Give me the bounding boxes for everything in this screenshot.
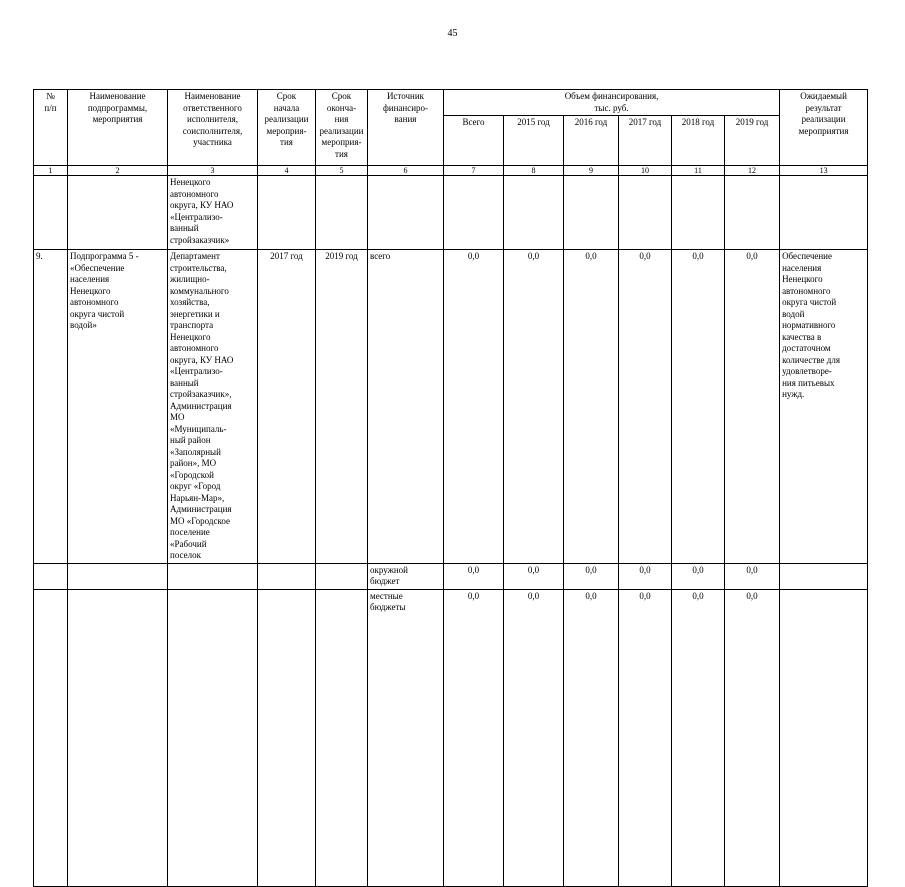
row9-value: 0,0 [444, 563, 504, 589]
row9-source-label: окружной бюджет [368, 563, 444, 589]
column-number: 6 [368, 166, 444, 176]
header-start: Срок начала реализации мероприя- тия [258, 90, 316, 166]
row9-value: 0,0 [619, 250, 672, 564]
row9-cont [34, 589, 68, 886]
row9-value: 0,0 [504, 589, 564, 886]
row9-value: 0,0 [725, 250, 780, 564]
column-number: 5 [316, 166, 368, 176]
row9-cont [168, 589, 258, 886]
page-number: 45 [447, 28, 458, 39]
header-year-2015: 2015 год [504, 116, 564, 166]
row9-value: 0,0 [672, 589, 725, 886]
cont-cell [316, 176, 368, 250]
header-row [34, 90, 868, 116]
column-number: 7 [444, 166, 504, 176]
cont-cell [258, 176, 316, 250]
row9-cont [316, 589, 368, 886]
cont-executor: Ненецкого автономного округа, КУ НАО «Централизо- ванный стройзаказчик» [168, 176, 258, 250]
cont-cell [780, 176, 868, 250]
row9-value: 0,0 [672, 250, 725, 564]
row9-cont [168, 563, 258, 589]
header-num: № п/п [34, 90, 68, 166]
cont-cell [504, 176, 564, 250]
row9-cont [316, 563, 368, 589]
row9-value: 0,0 [504, 250, 564, 564]
row9-cont [258, 589, 316, 886]
header-year-2019: 2019 год [725, 116, 780, 166]
header-year-2016: 2016 год [564, 116, 619, 166]
cont-cell [619, 176, 672, 250]
column-number: 2 [68, 166, 168, 176]
row9-source-label: местные бюджеты [368, 589, 444, 886]
column-number: 10 [619, 166, 672, 176]
row9-value: 0,0 [725, 563, 780, 589]
row9-cont [780, 589, 868, 886]
row9-value: 0,0 [564, 563, 619, 589]
column-number: 9 [564, 166, 619, 176]
row9-result: Обеспечение населения Ненецкого автономного округа чистой водой нормативного качества в достаточном количестве для удовлетворе- ния питьевых нужд. [780, 250, 868, 564]
column-number-row [34, 166, 868, 176]
column-number: 11 [672, 166, 725, 176]
row9-value: 0,0 [619, 563, 672, 589]
header-end: Срок оконча- ния реализации мероприя- тия [316, 90, 368, 166]
column-number: 3 [168, 166, 258, 176]
column-number: 1 [34, 166, 68, 176]
row9-value: 0,0 [725, 589, 780, 886]
row9-source-local [34, 589, 868, 886]
row9-value: 0,0 [444, 589, 504, 886]
header-executor: Наименование ответственного исполнителя, соисполнителя, участника [168, 90, 258, 166]
row9-source-district [34, 563, 868, 589]
header-name: Наименование подпрограммы, мероприятия [68, 90, 168, 166]
row9-name: Подпрограмма 5 - «Обеспечение населения Ненецкого автономного округа чистой водой» [68, 250, 168, 564]
row9-value: 0,0 [444, 250, 504, 564]
row9-end: 2019 год [316, 250, 368, 564]
cont-cell [725, 176, 780, 250]
row9-cont [68, 563, 168, 589]
row9-cont [780, 563, 868, 589]
cont-cell [564, 176, 619, 250]
row9-start: 2017 год [258, 250, 316, 564]
header-source: Источник финансиро- вания [368, 90, 444, 166]
row9-source-total [34, 250, 868, 564]
cont-cell [444, 176, 504, 250]
cont-cell [34, 176, 68, 250]
continuation-row [34, 176, 868, 250]
cont-cell [672, 176, 725, 250]
row9-executor: Департамент строительства, жилищно- коммунального хозяйства, энергетики и транспорта Ненецкого автономного округа, КУ НАО «Централизо- ванный стройзаказчик», Администрация МО «Муниципаль- ный район «Заполярный район», МО «Городской округ «Город Нарьян-Мар», Администрация МО «Городское поселение «Рабочий поселок [168, 250, 258, 564]
column-number: 12 [725, 166, 780, 176]
column-number: 4 [258, 166, 316, 176]
row9-cont [68, 589, 168, 886]
column-number: 8 [504, 166, 564, 176]
header-year-2018: 2018 год [672, 116, 725, 166]
header-funding: Объем финансирования, тыс. руб. [444, 90, 780, 116]
header-year-2017: 2017 год [619, 116, 672, 166]
header-total: Всего [444, 116, 504, 166]
row9-source-label: всего [368, 250, 444, 564]
row9-value: 0,0 [672, 563, 725, 589]
column-number: 13 [780, 166, 868, 176]
cont-cell [68, 176, 168, 250]
header-result: Ожидаемый результат реализации мероприятия [780, 90, 868, 166]
row9-value: 0,0 [564, 250, 619, 564]
row9-value: 0,0 [564, 589, 619, 886]
row9-num: 9. [34, 250, 68, 564]
row9-cont [258, 563, 316, 589]
row9-value: 0,0 [619, 589, 672, 886]
funding-table [33, 89, 868, 887]
row9-value: 0,0 [504, 563, 564, 589]
cont-cell [368, 176, 444, 250]
row9-cont [34, 563, 68, 589]
